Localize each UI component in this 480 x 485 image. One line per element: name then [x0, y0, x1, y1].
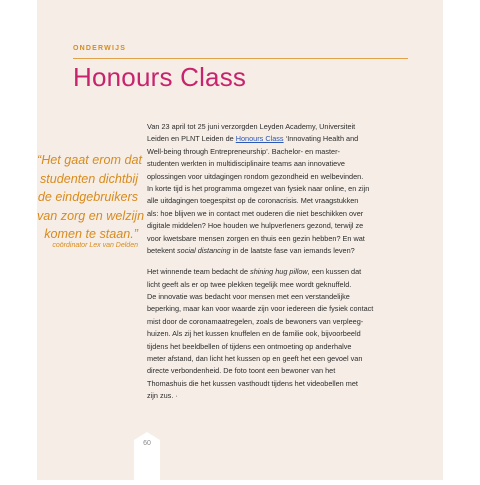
body-line: voor kwetsbare mensen zorgen en thuis een gezin hebben? En wat [147, 233, 365, 243]
body-line: De innovatie was bedacht voor mensen met een verstandelijke [147, 292, 350, 302]
body-line: studenten werkten in multidisciplinaire teams aan innovatieve [147, 159, 345, 169]
body-line: Van 23 april tot 25 juni verzorgden Leyden Academy, Universiteit [147, 122, 356, 131]
page-title: Honours Class [73, 62, 247, 92]
pull-quote-line: van zorg en welzijn [37, 208, 145, 223]
body-line: zijn zus. · [147, 391, 178, 401]
body-line: licht geeft als er op twee plekken tegelijk mee wordt geknuffeld. [147, 279, 352, 289]
body-line: betekent social distancing in de laatste fase van iemands leven? [147, 245, 355, 255]
body-line: oplossingen voor uitdagingen rondom gezondheid en welbevinden. [147, 171, 364, 181]
body-line: Het winnende team bedacht de shining hug pillow, een kussen dat [147, 267, 362, 277]
emphasis-social-distancing: social distancing [177, 245, 231, 255]
page-number: 60 [143, 440, 151, 447]
article-body [147, 121, 412, 403]
pull-quote-line: “Het gaat erom dat [37, 153, 142, 167]
quote-attribution: coördinator Lex van Delden [52, 242, 138, 249]
emphasis-shining-hug-pillow: shining hug pillow [250, 267, 308, 277]
pull-quote-line: komen te staan.” [44, 227, 138, 241]
body-line: mist door de coronamaatregelen, zoals de bewoners van verpleeg- [147, 316, 364, 326]
section-divider [73, 58, 408, 59]
body-line: Well-being through Entrepreneurship’. Bachelor- en master- [147, 146, 340, 156]
page-number-tab [134, 432, 160, 480]
body-line: alle uitdagingen toegespitst op de coronacrisis. Met vraagstukken [147, 196, 359, 206]
body-line: als: hoe blijven we in contact met ouderen die niet beschikken over [147, 208, 364, 218]
body-line: directe verbondenheid. De foto toont een bewoner van het [147, 366, 336, 376]
body-line: beperking, maar kan voor waarde zijn voor iedereen die fysiek contact [147, 304, 374, 314]
body-line: Thomashuis die het kussen vasthoudt tijdens het videobellen met [147, 378, 358, 388]
paragraph-gap [147, 257, 412, 266]
section-label: ONDERWIJS [73, 45, 127, 52]
body-line: digitale middelen? Hoe houden we hulpverleners gezond, terwijl ze [147, 221, 364, 231]
body-line: meter afstand, dan licht het kussen op en geeft het een gevoel van [147, 354, 363, 364]
body-line: huizen. Als zij het kussen knuffelen en de familie ook, bijvoorbeeld [147, 329, 361, 339]
honours-class-link[interactable]: Honours Class [235, 134, 284, 144]
body-line: tijdens het beeldbellen of tijdens een ontmoeting op anderhalve [147, 341, 352, 351]
document-page [37, 0, 443, 480]
pull-quote-line: studenten dichtbij [39, 171, 138, 186]
pull-quote [37, 151, 145, 244]
body-line: Leiden en PLNT Leiden de Honours Class ‘Innovating Health and [147, 134, 359, 144]
body-line: In korte tijd is het programma omgezet van fysiek naar online, en zijn [147, 183, 370, 193]
pull-quote-line: de eindgebruikers [37, 190, 138, 204]
